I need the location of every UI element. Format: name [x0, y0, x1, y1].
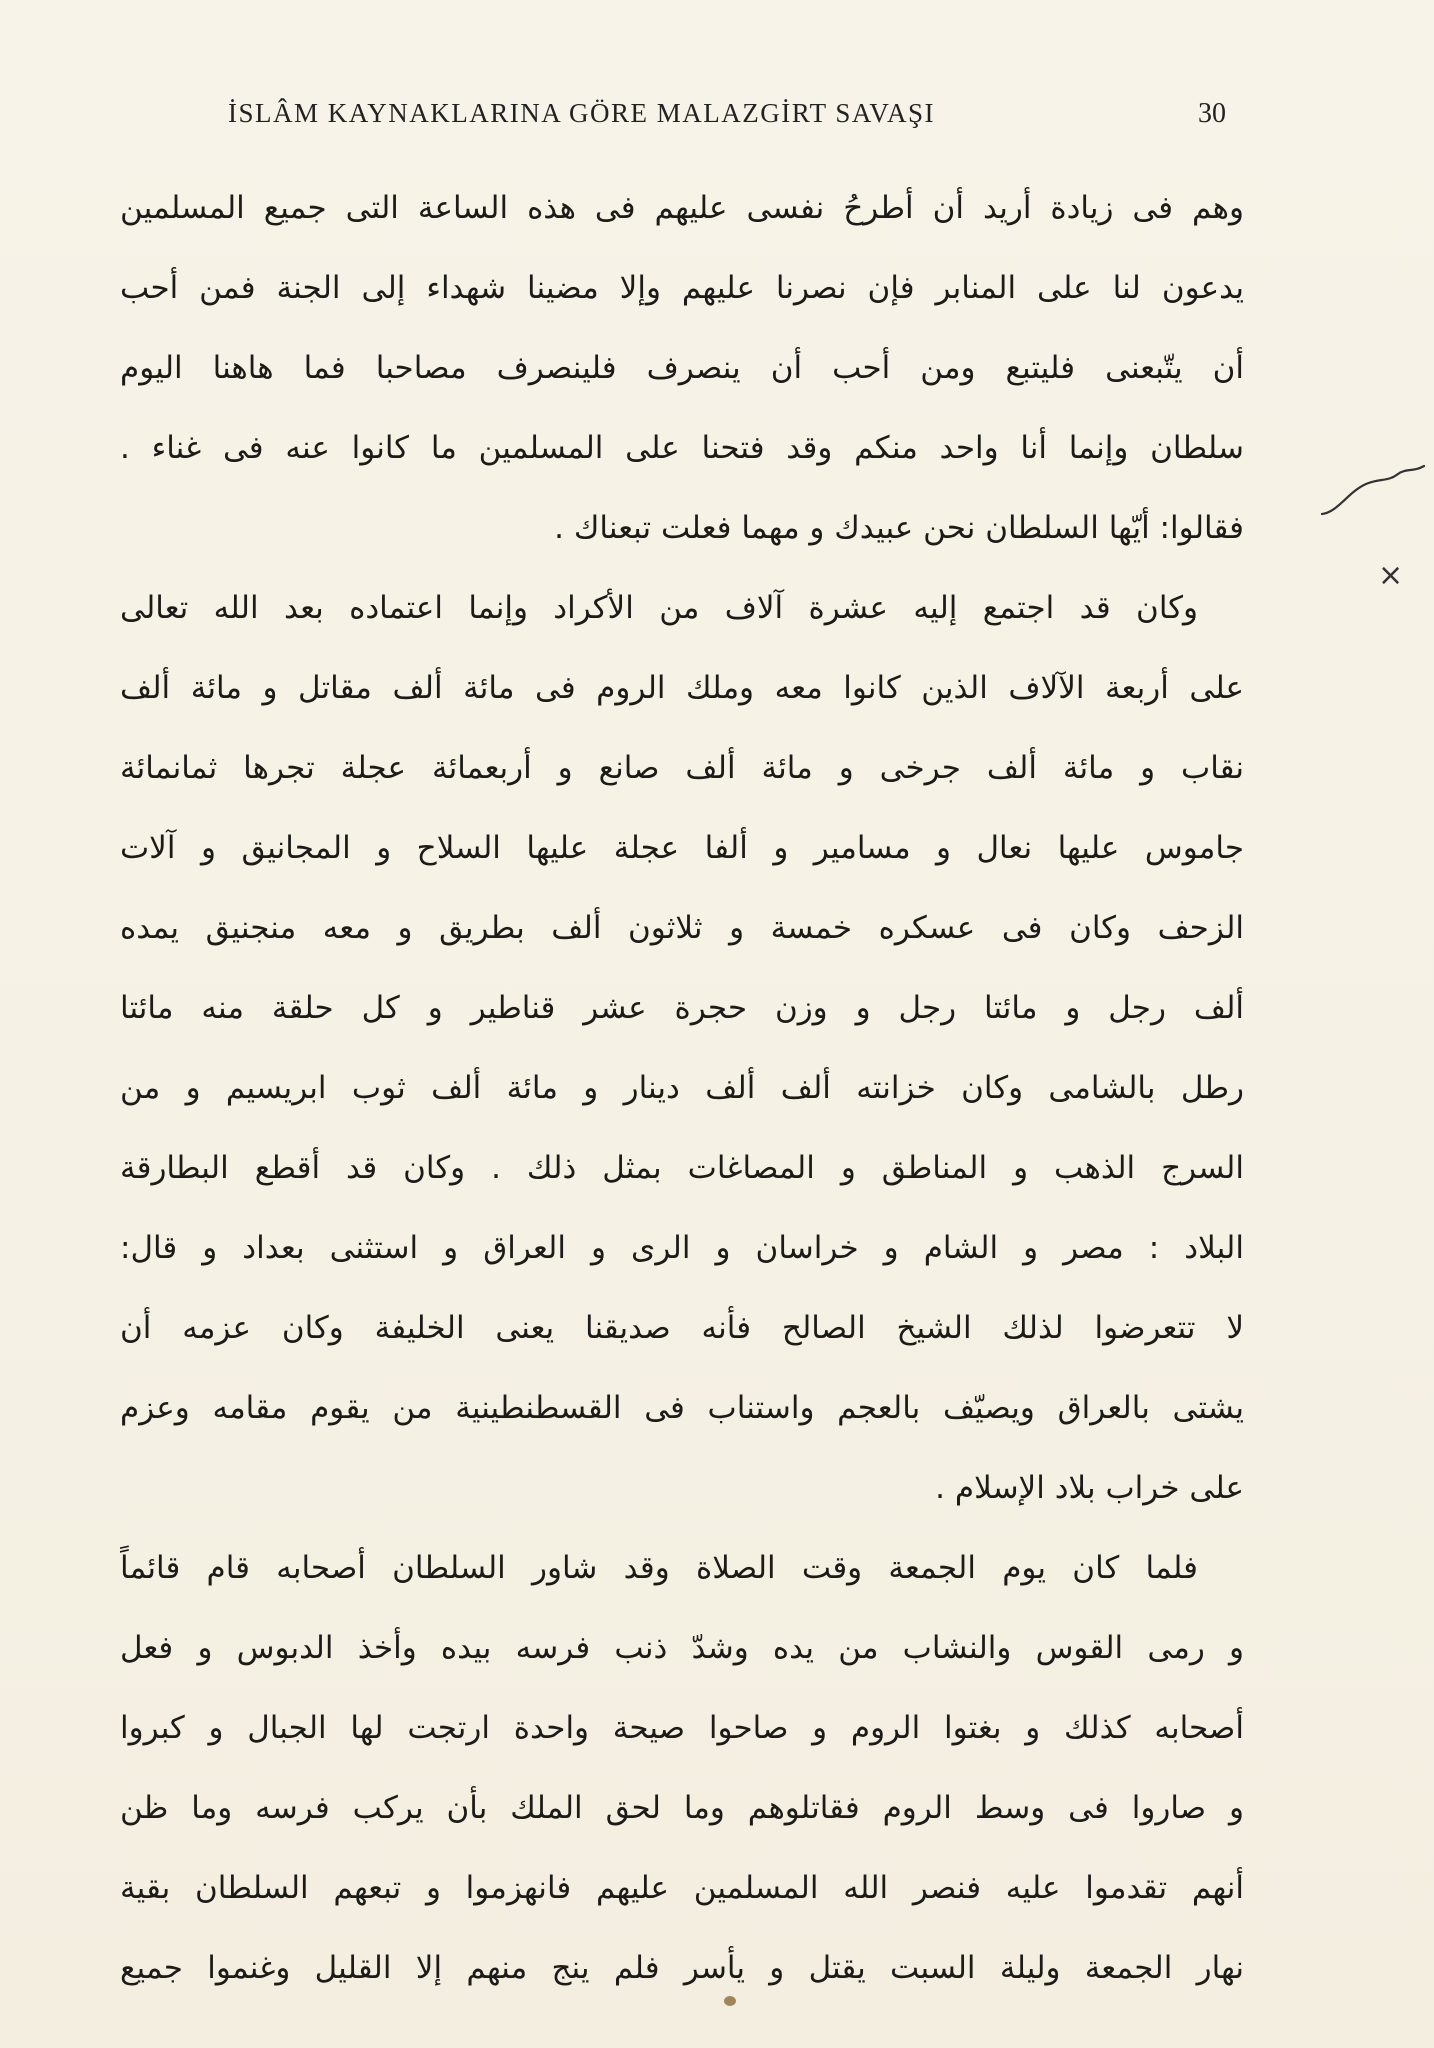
text-line: يدعون لنا على المنابر فإن نصرنا عليهم وإلا مضينا شهداء إلى الجنة فمن أحب — [120, 270, 1244, 306]
text-line: على خراب بلاد الإسلام . — [935, 1470, 1244, 1506]
paper-speck — [724, 1996, 736, 2006]
margin-pencil-x-mark: × — [1378, 558, 1404, 593]
text-line: البلاد : مصر و الشام و خراسان و الرى و العراق و استثنى بعداد و قال: — [120, 1230, 1244, 1266]
text-line: أنهم تقدموا عليه فنصر الله المسلمين عليهم فانهزموا و تبعهم السلطان بقية — [120, 1870, 1244, 1906]
text-line: جاموس عليها نعال و مسامير و ألفا عجلة عليها السلاح و المجانيق و آلات — [120, 830, 1244, 866]
text-line: وهم فى زيادة أريد أن أطرحُ نفسى عليهم فى هذه الساعة التى جميع المسلمين — [120, 190, 1244, 226]
text-line: رطل بالشامى وكان خزانته ألف ألف دينار و مائة ألف ثوب ابريسيم و من — [120, 1070, 1244, 1106]
margin-pencil-curve-mark — [1318, 462, 1428, 522]
text-line: السرج الذهب و المناطق و المصاغات بمثل ذلك . وكان قد أقطع البطارقة — [120, 1150, 1244, 1186]
paragraph-start-line: فلما كان يوم الجمعة وقت الصلاة وقد شاور السلطان أصحابه قام قائماً — [120, 1550, 1198, 1586]
text-line: فقالوا: أيّها السلطان نحن عبيدك و مهما فعلت تبعناك . — [554, 510, 1244, 546]
text-line: الزحف وكان فى عسكره خمسة و ثلاثون ألف بطريق و معه منجنيق يمده — [120, 910, 1244, 946]
text-line: و صاروا فى وسط الروم فقاتلوهم وما لحق الملك بأن يركب فرسه وما ظن — [120, 1790, 1244, 1826]
text-line: و رمى القوس والنشاب من يده وشدّ ذنب فرسه بيده وأخذ الدبوس و فعل — [120, 1630, 1244, 1666]
text-line: يشتى بالعراق ويصيّف بالعجم واستناب فى القسطنطينية من يقوم مقامه وعزم — [120, 1390, 1244, 1426]
text-line: نهار الجمعة وليلة السبت يقتل و يأسر فلم ينج منهم إلا القليل وغنموا جميع — [120, 1950, 1244, 1986]
running-head-title: İSLÂM KAYNAKLARINA GÖRE MALAZGİRT SAVAŞI — [228, 98, 935, 128]
text-line: ألف رجل و مائتا رجل و وزن حجرة عشر قناطير و كل حلقة منه مائتا — [120, 990, 1244, 1026]
arabic-body-text — [120, 168, 1244, 2008]
text-line: على أربعة الآلاف الذين كانوا معه وملك الروم فى مائة ألف مقاتل و مائة ألف — [120, 670, 1244, 706]
text-line: نقاب و مائة ألف جرخى و مائة ألف صانع و أربعمائة عجلة تجرها ثمانمائة — [120, 750, 1244, 786]
text-line: سلطان وإنما أنا واحد منكم وقد فتحنا على المسلمين ما كانوا عنه فى غناء . — [120, 430, 1244, 466]
paragraph-start-line: وكان قد اجتمع إليه عشرة آلاف من الأكراد وإنما اعتماده بعد الله تعالى — [120, 590, 1198, 626]
text-line: لا تتعرضوا لذلك الشيخ الصالح فأنه صديقنا يعنى الخليفة وكان عزمه أن — [120, 1310, 1244, 1346]
text-line: أصحابه كذلك و بغتوا الروم و صاحوا صيحة واحدة ارتجت لها الجبال و كبروا — [120, 1710, 1244, 1746]
text-line: أن يتّبعنى فليتبع ومن أحب أن ينصرف فلينصرف مصاحبا فما هاهنا اليوم — [120, 350, 1244, 386]
page-number: 30 — [1198, 98, 1226, 129]
